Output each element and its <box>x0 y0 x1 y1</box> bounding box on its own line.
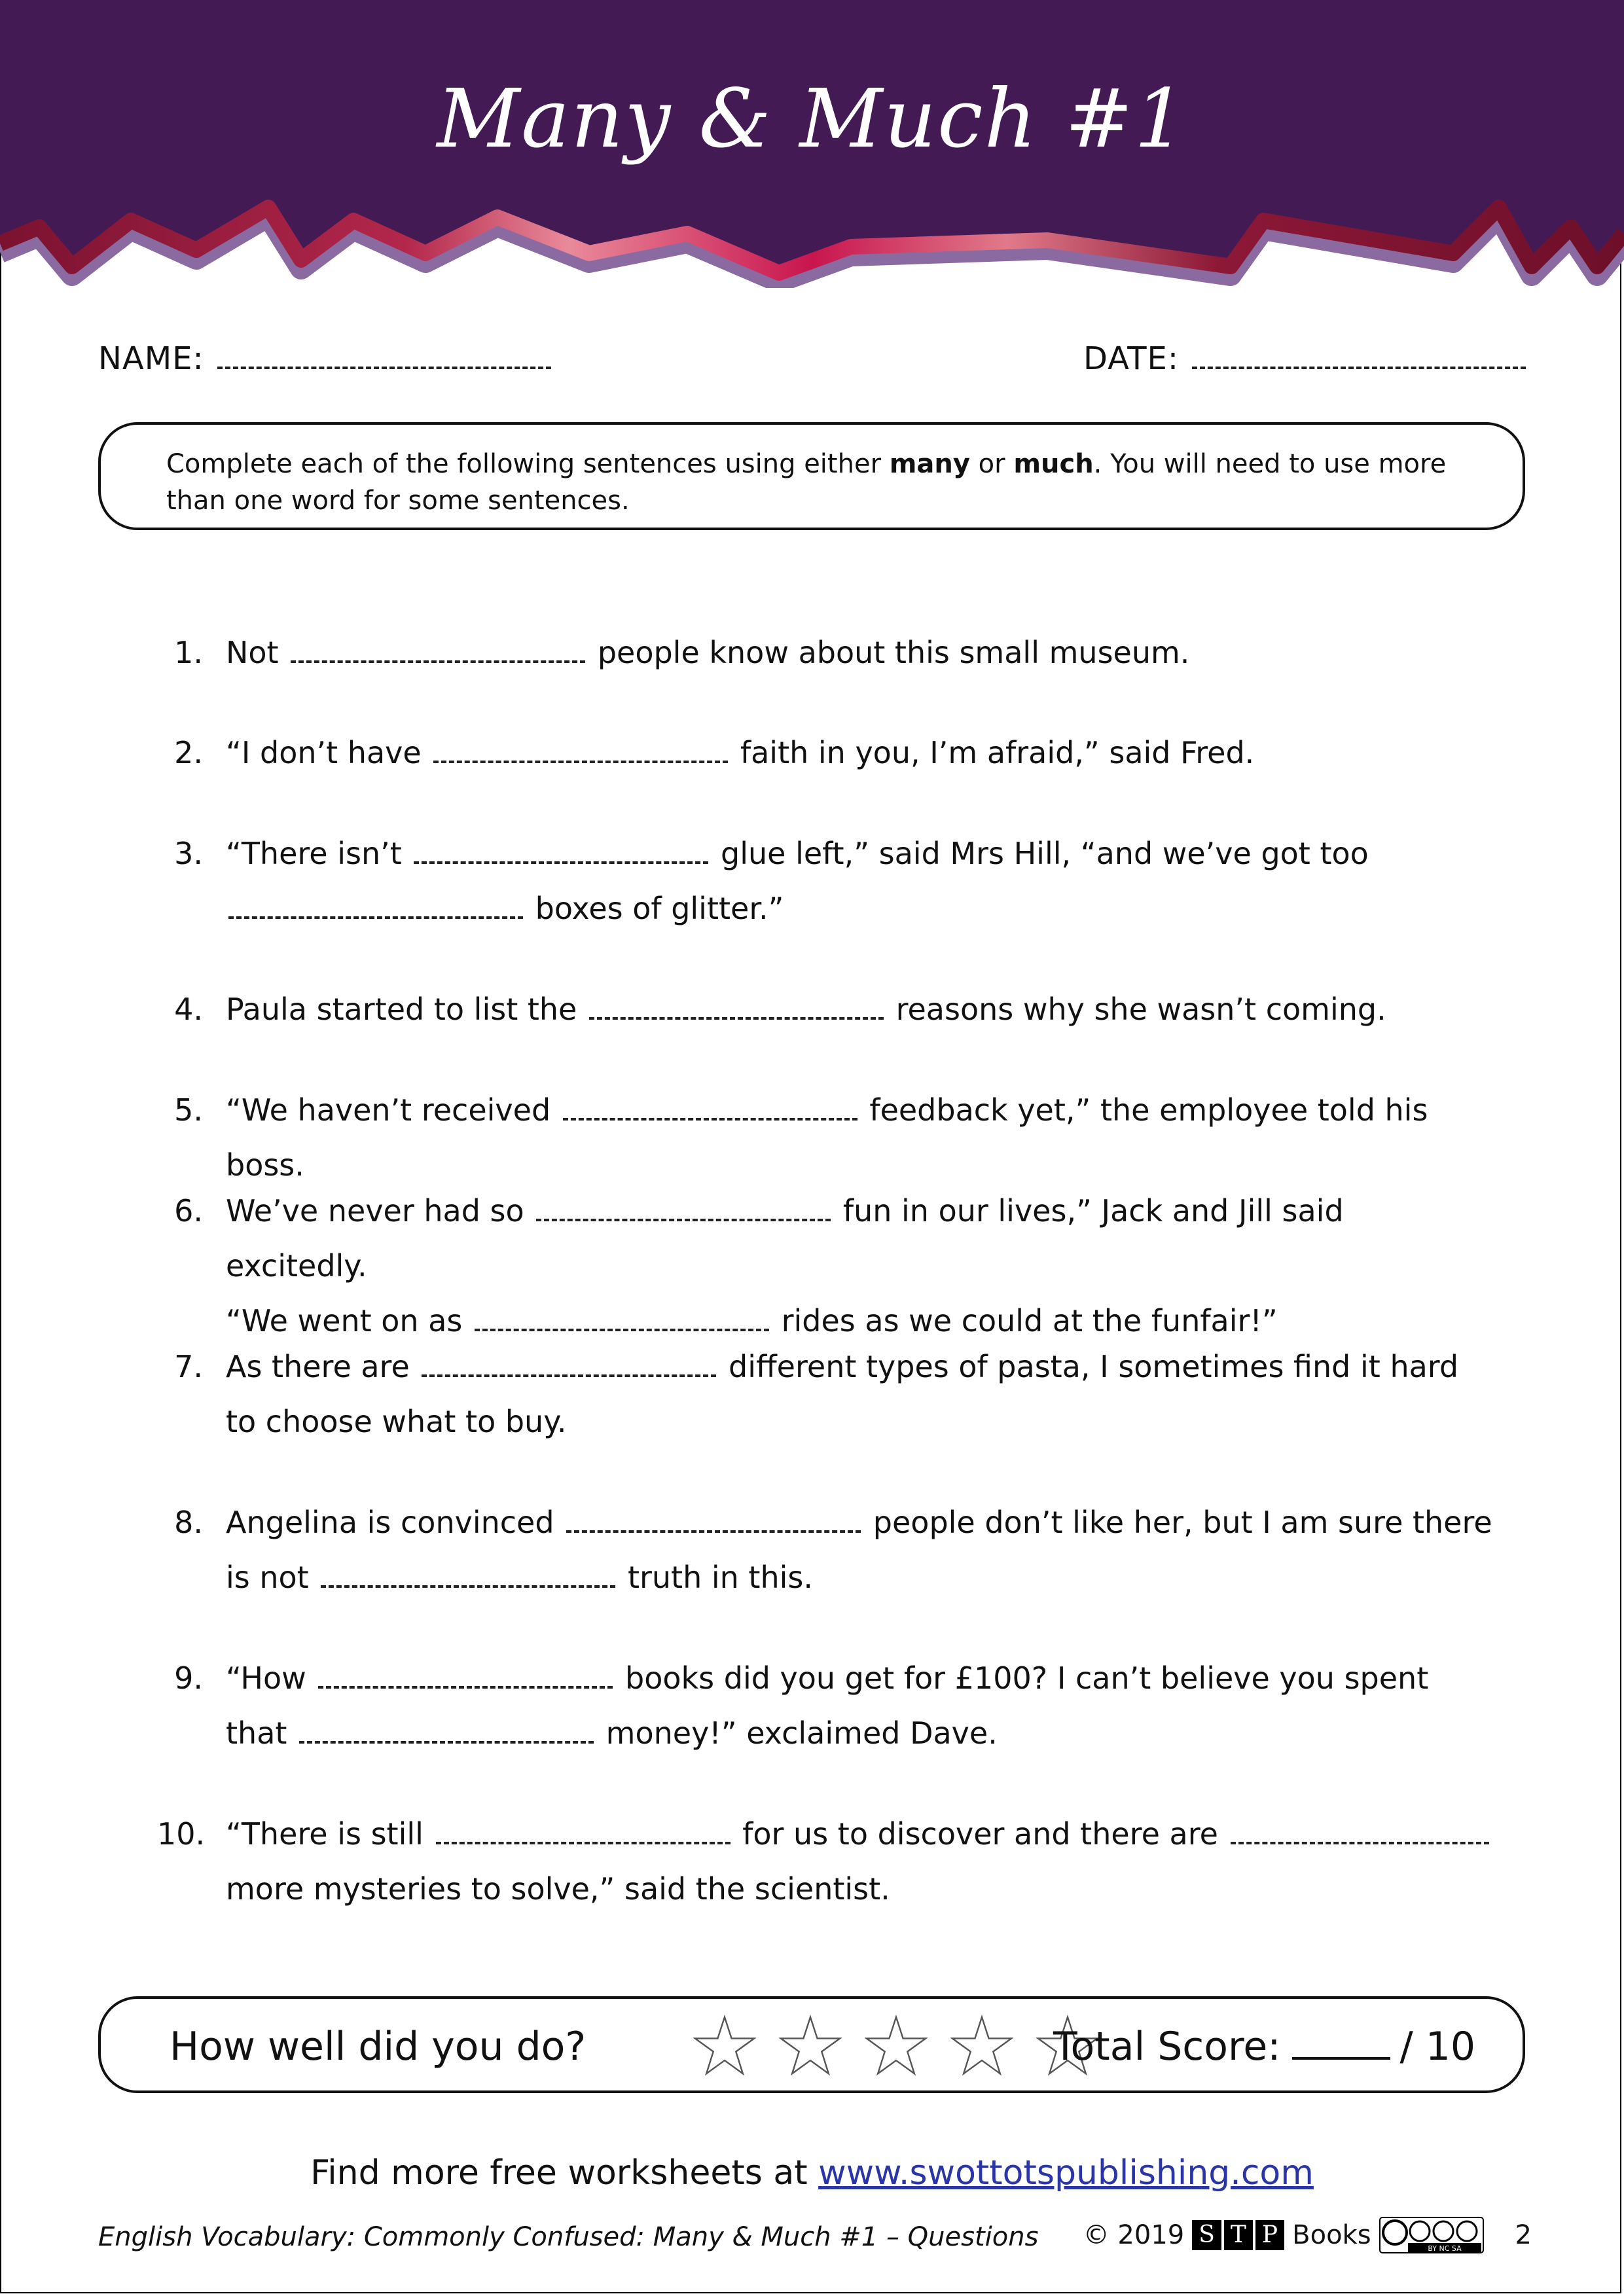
instructions-box <box>98 422 1525 530</box>
question-line <box>226 982 1492 1037</box>
question-text: people know about this small museum. <box>588 635 1190 670</box>
answer-blank[interactable] <box>299 1734 594 1744</box>
question-number: 9. <box>174 1660 203 1696</box>
question-line <box>226 1806 1492 1861</box>
star-icon[interactable] <box>865 2015 928 2077</box>
question-text: Angelina is convinced <box>226 1505 564 1540</box>
question-line <box>226 1339 1492 1394</box>
name-line[interactable] <box>217 364 551 369</box>
question-number: 8. <box>174 1505 203 1540</box>
question-text: rides as we could at the funfair!” <box>771 1303 1278 1338</box>
books-label: Books <box>1292 2220 1371 2250</box>
answer-blank[interactable] <box>433 754 728 763</box>
answer-blank[interactable] <box>563 1111 857 1121</box>
question-text: is not <box>226 1560 319 1595</box>
question-number: 6. <box>174 1193 203 1229</box>
more-text: Find more free worksheets at <box>310 2153 819 2193</box>
question-number: 4. <box>174 992 203 1027</box>
question-text: As there are <box>226 1349 420 1384</box>
star-icon[interactable] <box>693 2015 756 2077</box>
total-score-max: / 10 <box>1399 2024 1476 2070</box>
instructions-text: or <box>969 449 1014 479</box>
question-item <box>157 1651 1492 1761</box>
date-line[interactable] <box>1192 364 1526 369</box>
question-text: that <box>226 1715 297 1751</box>
answer-blank[interactable] <box>1231 1835 1489 1844</box>
question-text: We’ve never had so <box>226 1193 534 1229</box>
question-text: glue left,” said Mrs Hill, “and we’ve got too <box>711 836 1369 871</box>
question-number: 1. <box>174 635 203 670</box>
star-icon[interactable] <box>779 2015 842 2077</box>
question-item <box>157 725 1492 780</box>
question-text: to choose what to buy. <box>226 1404 567 1439</box>
answer-blank[interactable] <box>566 1524 861 1533</box>
question-line <box>226 826 1492 881</box>
question-text: “We went on as <box>226 1303 472 1338</box>
keyword-much: much <box>1013 449 1094 479</box>
question-line <box>226 881 1492 936</box>
question-line <box>226 1183 1492 1293</box>
stp-letter: S <box>1192 2220 1221 2250</box>
stp-letter: P <box>1255 2220 1284 2250</box>
question-line <box>226 1651 1492 1706</box>
answer-blank[interactable] <box>291 654 585 663</box>
question-text: different types of pasta, I sometimes find it hard <box>719 1349 1459 1384</box>
question-line <box>226 1861 1492 1916</box>
header-banner <box>0 0 1624 288</box>
answer-blank[interactable] <box>536 1212 831 1221</box>
answer-blank[interactable] <box>589 1011 884 1020</box>
question-number: 3. <box>174 836 203 871</box>
question-text: money!” exclaimed Dave. <box>596 1715 998 1751</box>
question-text: “I don’t have <box>226 735 431 770</box>
cc-license-icon <box>1379 2217 1484 2253</box>
question-item <box>157 826 1492 936</box>
footer-page-number: 2 <box>1515 2220 1532 2250</box>
name-field[interactable] <box>98 340 551 377</box>
footer-subtitle: English Vocabulary: Commonly Confused: Many & Much #1 – Questions <box>98 2222 1039 2252</box>
instructions-text: . You will need to use more than one word for some sentences. <box>166 449 1447 516</box>
answer-blank[interactable] <box>228 910 523 919</box>
question-line <box>226 1083 1492 1193</box>
question-item <box>157 1183 1492 1348</box>
keyword-many: many <box>889 449 970 479</box>
score-prompt: How well did you do? <box>170 2024 586 2070</box>
question-line <box>226 1495 1492 1550</box>
question-number: 7. <box>174 1349 203 1384</box>
question-text: fun in our lives,” Jack and Jill said excitedly. <box>226 1193 1344 1283</box>
score-box <box>98 1996 1525 2093</box>
question-text: “We haven’t received <box>226 1092 560 1128</box>
answer-blank[interactable] <box>475 1322 769 1331</box>
question-item <box>157 1339 1492 1449</box>
website-link[interactable]: www.swottotspublishing.com <box>818 2153 1314 2193</box>
total-score-line[interactable] <box>1292 2057 1390 2060</box>
question-item <box>157 625 1492 680</box>
question-text: “There is still <box>226 1816 433 1852</box>
answer-blank[interactable] <box>321 1579 615 1588</box>
question-line <box>226 1706 1492 1761</box>
question-line <box>226 725 1492 780</box>
question-text: books did you get for £100? I can’t believe you spent <box>615 1660 1429 1696</box>
stp-logo <box>1192 2220 1284 2250</box>
question-line <box>226 1550 1492 1605</box>
question-text: truth in this. <box>618 1560 813 1595</box>
svg-text:BY NC SA: BY NC SA <box>1427 2244 1462 2253</box>
question-item <box>157 1083 1492 1193</box>
question-number: 5. <box>174 1092 203 1128</box>
question-number: 10. <box>157 1816 206 1852</box>
question-item <box>157 982 1492 1037</box>
question-text: reasons why she wasn’t coming. <box>886 992 1386 1027</box>
question-text: boxes of glitter.” <box>526 891 784 926</box>
instructions-text: Complete each of the following sentences using either <box>166 449 890 479</box>
copyright: © 2019 <box>1083 2220 1185 2250</box>
more-worksheets <box>0 2153 1624 2193</box>
question-text: feedback yet,” the employee told his boss. <box>226 1092 1428 1183</box>
worksheet-title: Many & Much #1 <box>437 72 1187 166</box>
total-score-label: Total Score: <box>1053 2024 1281 2070</box>
date-label: DATE: <box>1083 340 1180 377</box>
answer-blank[interactable] <box>422 1368 716 1377</box>
question-item <box>157 1806 1492 1916</box>
answer-blank[interactable] <box>436 1835 731 1844</box>
total-score <box>1053 2024 1475 2070</box>
question-text: people don’t like her, but I am sure there <box>863 1505 1492 1540</box>
date-field[interactable] <box>1083 340 1526 377</box>
question-text: Paula started to list the <box>226 992 586 1027</box>
question-line <box>226 1394 1492 1449</box>
footer-right <box>1083 2217 1532 2253</box>
name-label: NAME: <box>98 340 204 377</box>
question-text: “How <box>226 1660 316 1696</box>
question-number: 2. <box>174 735 203 770</box>
question-text: “There isn’t <box>226 836 412 871</box>
question-line <box>226 625 1492 680</box>
answer-blank[interactable] <box>318 1679 613 1689</box>
question-text: for us to discover and there are <box>732 1816 1228 1852</box>
star-icon[interactable] <box>950 2015 1013 2077</box>
question-text: Not <box>226 635 289 670</box>
question-item <box>157 1495 1492 1605</box>
question-text: faith in you, I’m afraid,” said Fred. <box>731 735 1255 770</box>
question-text: more mysteries to solve,” said the scientist. <box>226 1871 890 1907</box>
answer-blank[interactable] <box>414 855 708 864</box>
stp-letter: T <box>1224 2220 1253 2250</box>
